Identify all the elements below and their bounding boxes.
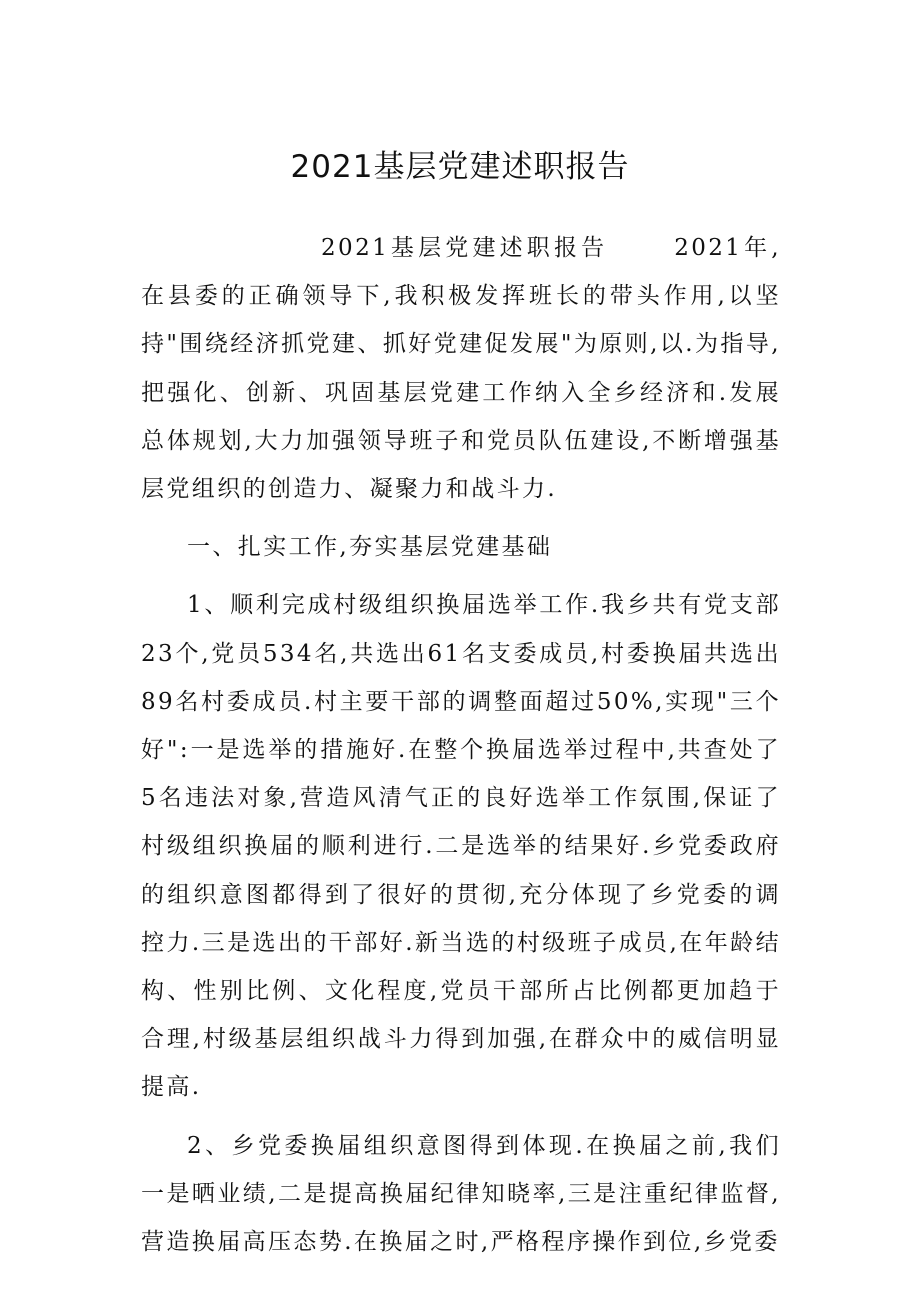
section-heading-1: 一、扎实工作,夯实基层党建基础 (187, 534, 553, 561)
document-title: 2021基层党建述职报告 (290, 149, 630, 185)
paragraph-item-1: 1、顺利完成村级组织换届选举工作.我乡共有党支部23个,党员534名,共选出61名支委成员,村委换届共选出89名村委成员.村主要干部的调整面超过50%,实现"三个好":一是选举的措施好.在整个换届选举过程中,共查处了5名违法对象,营造风清气正的良好选举工作氛围,保证了村级组织换届的顺利进行.二是选举的结果好.乡党委政府的组织意图都得到了很好的贯彻,充分体现了乡党委的调控力.三是选出的干部好.新当选的村级班子成员,在年龄结构、性别比例、文化程度,党员干部所占比例都更加趋于合理,村级基层组织战斗力得到加强,在群众中的威信明显提高. (141, 592, 781, 1101)
paragraph-item-2: 2、乡党委换届组织意图得到体现.在换届之前,我们一是晒业绩,二是提高换届纪律知晓率,三是注重纪律监督,营造换届高压态势.在换届之时,严格程序操作到位,乡党委 (141, 1132, 781, 1256)
paragraph-intro: 2021基层党建述职报告 2021年,在县委的正确领导下,我积极发挥班长的带头作用,以坚持"围绕经济抓党建、抓好党建促发展"为原则,以.为指导,把强化、创新、巩固基层党建工作纳入全乡经济和.发展总体规划,大力加强领导班子和党员队伍建设,不断增强基层党组织的创造力、凝聚力和战斗力. (141, 235, 781, 503)
document-body (141, 224, 781, 1266)
